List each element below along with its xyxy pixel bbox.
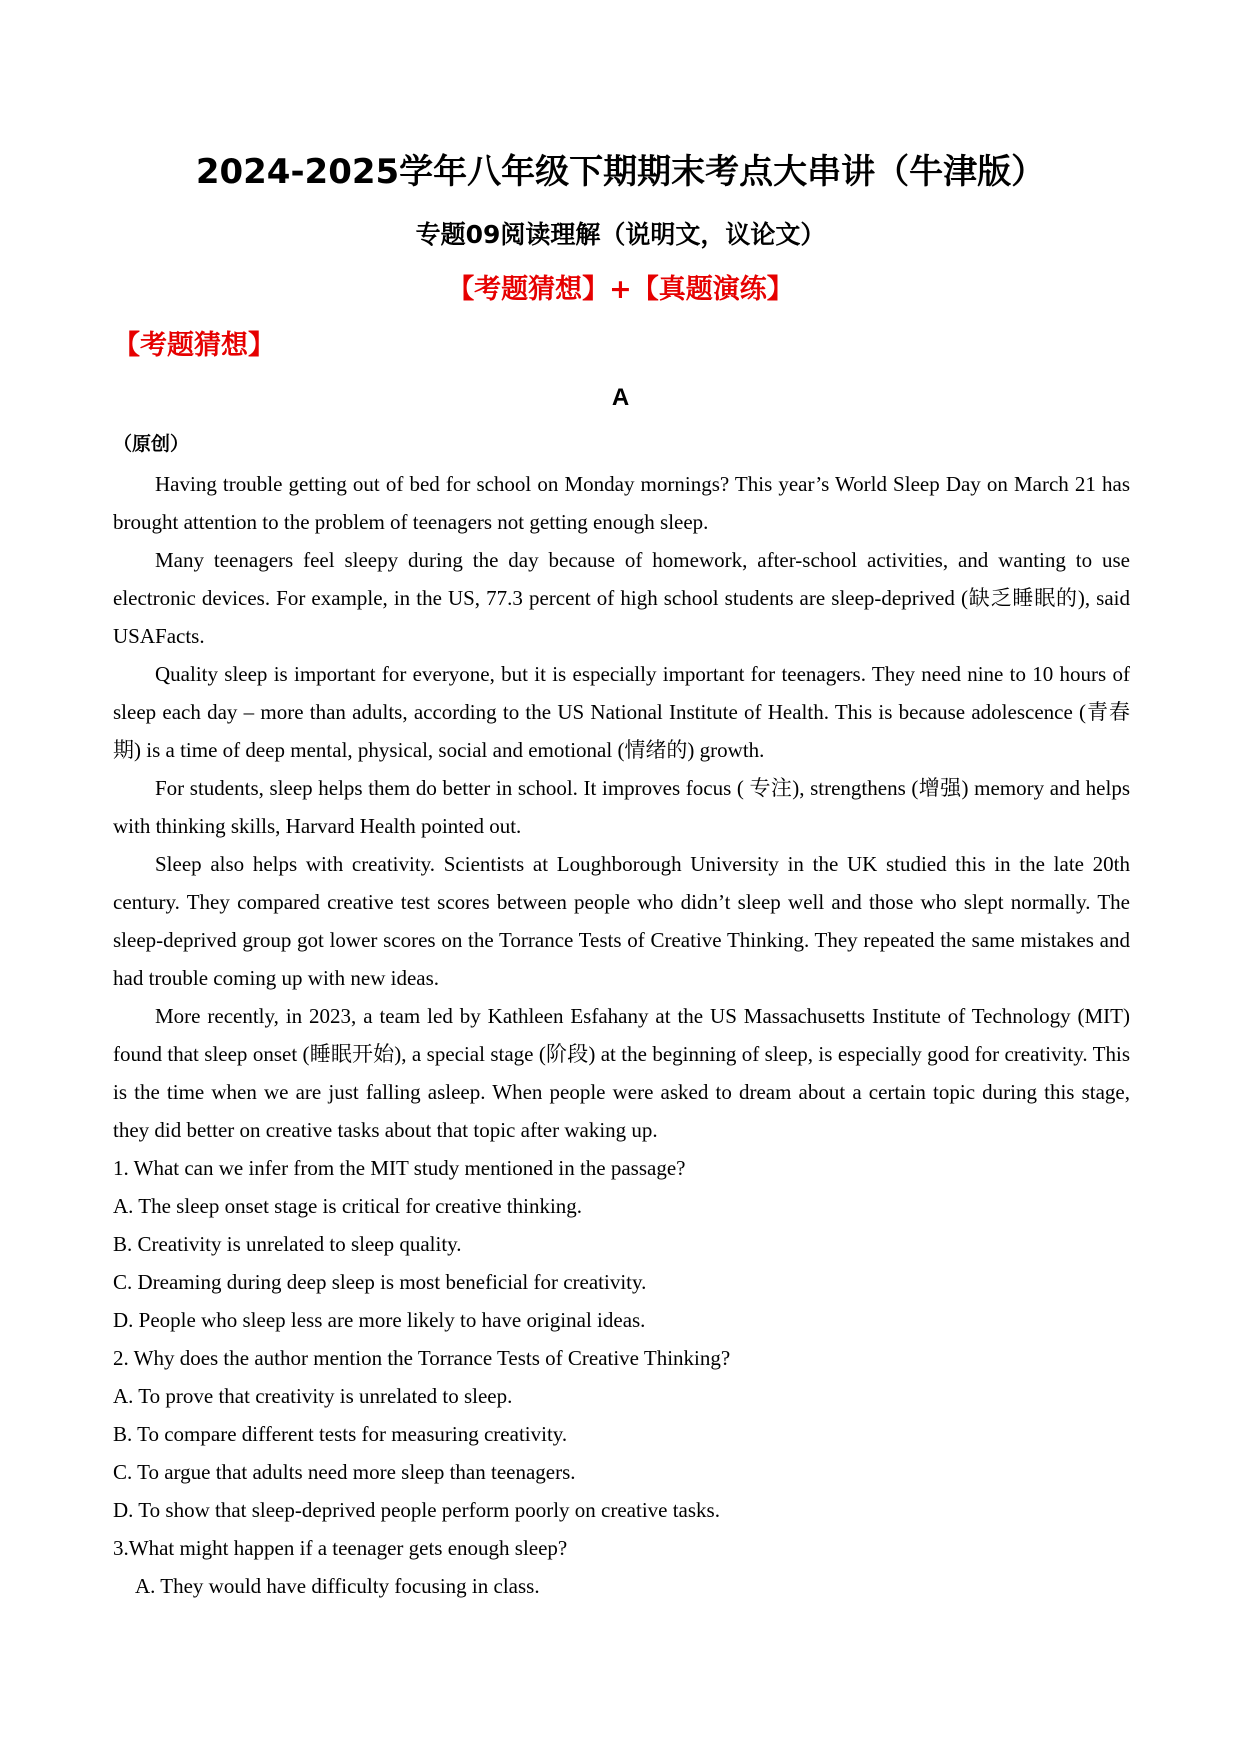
answer-option: A. To prove that creativity is unrelated to sleep. — [113, 1384, 513, 1408]
answer-option: C. Dreaming during deep sleep is most beneficial for creativity. — [113, 1270, 647, 1294]
answer-option: B. To compare different tests for measuring creativity. — [113, 1422, 568, 1446]
passage-body — [113, 465, 1130, 1605]
passage-paragraph: More recently, in 2023, a team led by Kathleen Esfahany at the US Massachusetts Institute of Technology (MIT) found that sleep onset (睡眠开始), a special stage (阶段) at the beginning of sleep, is especially good for creativity. This is the time when we are just falling asleep. When people were asked to dream about a certain topic during this stage, they did better on creative tasks about that topic after waking up. — [113, 1004, 1130, 1142]
passage-origin: （原创） — [113, 433, 190, 455]
passage-letter: A — [611, 384, 630, 411]
answer-option: D. People who sleep less are more likely to have original ideas. — [113, 1308, 646, 1332]
document-subtitle: 专题09阅读理解（说明文，议论文） — [415, 220, 826, 249]
document-title: 2024-2025学年八年级下期期末考点大串讲（牛津版） — [195, 152, 1046, 192]
passage-paragraph: Having trouble getting out of bed for school on Monday mornings? This year’s World Sleep Day on March 21 has brought attention to the problem of teenagers not getting enough sleep. — [113, 472, 1130, 534]
answer-option: A. They would have difficulty focusing in class. — [135, 1574, 540, 1598]
passage-paragraph: For students, sleep helps them do better in school. It improves focus ( 专注), strengthens (增强) memory and helps with thinking skills, Harvard Health pointed out. — [113, 776, 1130, 838]
passage-paragraph: Sleep also helps with creativity. Scientists at Loughborough University in the UK studied this in the late 20th century. They compared creative test scores between people who didn’t sleep well and those who slept normally. The sleep-deprived group got lower scores on the Torrance Tests of Creative Thinking. They repeated the same mistakes and had trouble coming up with new ideas. — [113, 852, 1130, 990]
question-stem: 2. Why does the author mention the Torrance Tests of Creative Thinking? — [113, 1346, 731, 1370]
passage-paragraph: Many teenagers feel sleepy during the day because of homework, after-school activities, and wanting to use electronic devices. For example, in the US, 77.3 percent of high school students are sleep-deprived (缺乏睡眠的), said USAFacts. — [113, 548, 1130, 648]
question-stem: 1. What can we infer from the MIT study mentioned in the passage? — [113, 1156, 686, 1180]
answer-option: A. The sleep onset stage is critical for creative thinking. — [113, 1194, 583, 1218]
question-stem: 3.What might happen if a teenager gets enough sleep? — [113, 1536, 568, 1560]
passage-paragraph: Quality sleep is important for everyone, but it is especially important for teenagers. They need nine to 10 hours of sleep each day – more than adults, according to the US National Institute of Health. This is because adolescence (青春期) is a time of deep mental, physical, social and emotional (情绪的) growth. — [113, 662, 1130, 762]
answer-option: B. Creativity is unrelated to sleep quality. — [113, 1232, 462, 1256]
answer-option: D. To show that sleep-deprived people perform poorly on creative tasks. — [113, 1498, 720, 1522]
answer-option: C. To argue that adults need more sleep than teenagers. — [113, 1460, 576, 1484]
document-tagline: 【考题猜想】+【真题演练】 — [447, 274, 794, 305]
section-heading: 【考题猜想】 — [113, 330, 275, 361]
question-list — [113, 1149, 1130, 1605]
